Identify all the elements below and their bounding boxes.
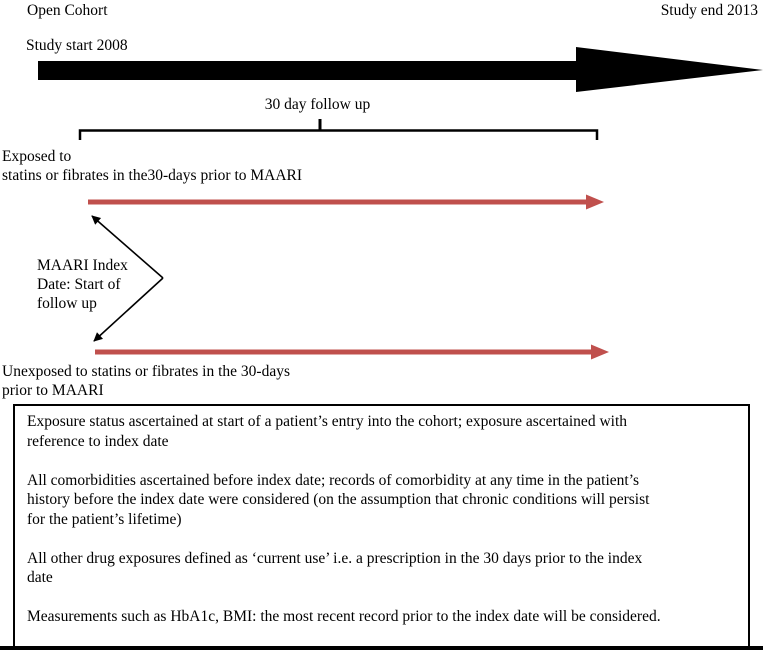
note-measurements: Measurements such as HbA1c, BMI: the most recent record prior to the index date will be considered. (27, 608, 661, 625)
followup-bracket-label: 30 day follow up (264, 96, 371, 113)
methods-notes-box (13, 404, 750, 646)
study-timeline-arrow (38, 47, 763, 92)
unexposed-group-label: Unexposed to statins or fibrates in the 30-days prior to MAARI (2, 363, 290, 399)
open-cohort-label: Open Cohort (27, 2, 108, 19)
note-drug-exposures: All other drug exposures defined as ‘current use’ i.e. a prescription in the 30 days prior to the index date (27, 549, 643, 586)
unexposed-followup-arrow (95, 345, 609, 360)
exposed-followup-arrow (88, 195, 604, 210)
note-exposure-status: Exposure status ascertained at start of a patient’s entry into the cohort; exposure ascertained with reference to index date (27, 413, 627, 450)
figure-bottom-rule (0, 646, 763, 650)
study-end-label: Study end 2013 (660, 2, 758, 19)
study-start-label: Study start 2008 (26, 37, 128, 54)
exposed-group-label: Exposed to statins or fibrates in the30-days prior to MAARI (2, 148, 303, 184)
index-date-label: MAARI Index Date: Start of follow up (37, 257, 128, 312)
followup-bracket (80, 131, 597, 141)
note-comorbidities: All comorbidities ascertained before index date; records of comorbidity at any time in the patient’s history before the index date were considered (on the assumption that chronic conditions will persist for the patient’s lifetime) (27, 471, 650, 528)
